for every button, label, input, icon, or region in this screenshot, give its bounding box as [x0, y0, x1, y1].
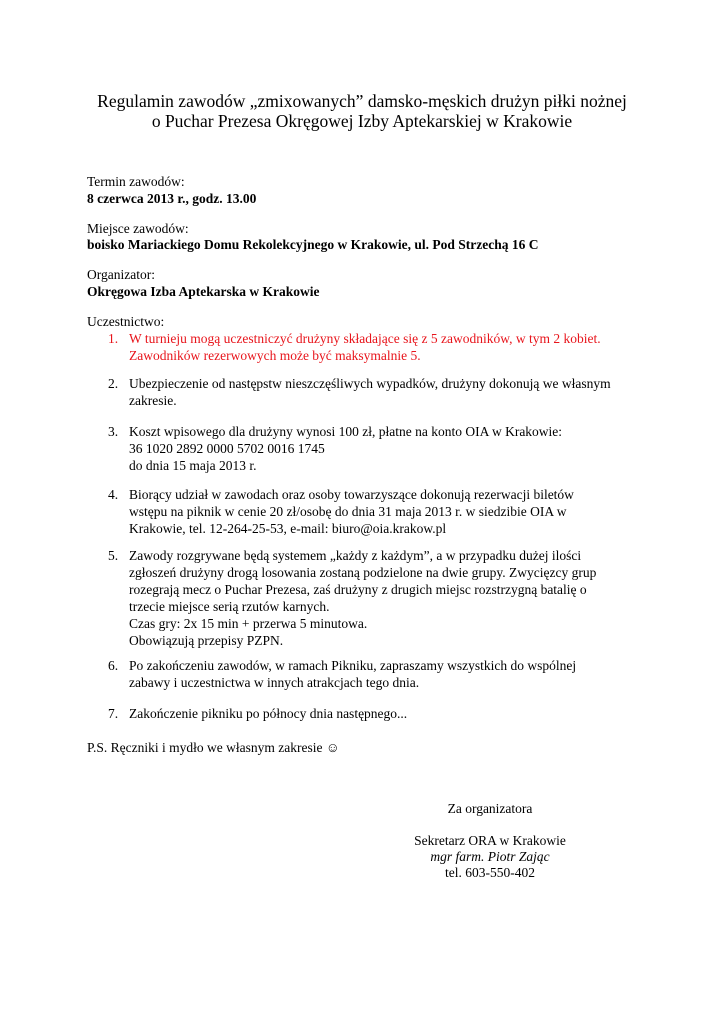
termin-value: 8 czerwca 2013 r., godz. 13.00	[87, 191, 257, 206]
list-item-line: Krakowie, tel. 12-264-25-53, e-mail: biuro@oia.krakow.pl	[129, 521, 447, 536]
list-item-line: Obowiązują przepisy PZPN.	[129, 633, 284, 648]
list-item-line: Zakończenie pikniku po północy dnia następnego...	[129, 706, 408, 721]
list-item-line: W turnieju mogą uczestniczyć drużyny składające się z 5 zawodników, w tym 2 kobiet.	[129, 331, 601, 346]
list-item-number: 7.	[108, 706, 119, 721]
list-item-number: 4.	[108, 487, 119, 502]
list-item-number: 2.	[108, 376, 119, 391]
signature-phone: tel. 603-550-402	[445, 865, 535, 880]
miejsce-value: boisko Mariackiego Domu Rekolekcyjnego w Krakowie, ul. Pod Strzechą 16 C	[87, 237, 539, 252]
document-title-line-1: Regulamin zawodów „zmixowanych” damsko-męskich drużyn piłki nożnej	[97, 91, 627, 111]
list-item-line: zabawy i uczestnictwa w innych atrakcjach tego dnia.	[129, 675, 420, 690]
list-item-line: zakresie.	[129, 393, 177, 408]
signature-name: mgr farm. Piotr Zając	[430, 849, 550, 864]
organizator-label: Organizator:	[87, 267, 155, 282]
list-item-number: 1.	[108, 331, 119, 346]
miejsce-label: Miejsce zawodów:	[87, 221, 189, 236]
signature-role: Sekretarz ORA w Krakowie	[414, 833, 566, 848]
organizator-value: Okręgowa Izba Aptekarska w Krakowie	[87, 284, 320, 299]
document-title-line-2: o Puchar Prezesa Okręgowej Izby Aptekarskiej w Krakowie	[151, 111, 573, 131]
list-item-line: Biorący udział w zawodach oraz osoby towarzyszące dokonują rezerwacji biletów	[129, 487, 574, 502]
list-item-line: Zawodników rezerwowych może być maksymalnie 5.	[129, 348, 421, 363]
list-item-line: rozegrają mecz o Puchar Prezesa, zaś drużyny z drugich miejsc rozstrzygną batalię o	[129, 582, 587, 597]
signature-za-organizatora: Za organizatora	[447, 801, 533, 816]
list-item-line: 36 1020 2892 0000 5702 0016 1745	[129, 441, 325, 456]
list-item-line: zgłoszeń drużyny drogą losowania zostaną podzielone na dwie grupy. Zwycięzcy grup	[129, 565, 597, 580]
list-item-line: Czas gry: 2x 15 min + przerwa 5 minutowa.	[129, 616, 368, 631]
list-item-number: 5.	[108, 548, 119, 563]
list-item-number: 6.	[108, 658, 119, 673]
uczestnictwo-label: Uczestnictwo:	[87, 314, 165, 329]
termin-label: Termin zawodów:	[87, 174, 185, 189]
list-item-line: do dnia 15 maja 2013 r.	[129, 458, 257, 473]
list-item-line: Ubezpieczenie od następstw nieszczęśliwych wypadków, drużyny dokonują we własnym	[129, 376, 611, 391]
postscript: P.S. Ręczniki i mydło we własnym zakresie ☺	[87, 740, 340, 755]
list-item-line: Koszt wpisowego dla drużyny wynosi 100 zł, płatne na konto OIA w Krakowie:	[129, 424, 563, 439]
list-item-line: Zawody rozgrywane będą systemem „każdy z każdym”, a w przypadku dużej ilości	[129, 548, 582, 563]
list-item-number: 3.	[108, 424, 119, 439]
list-item-line: Po zakończeniu zawodów, w ramach Pikniku, zapraszamy wszystkich do wspólnej	[129, 658, 577, 673]
list-item-line: wstępu na piknik w cenie 20 zł/osobę do dnia 31 maja 2013 r. w siedzibie OIA w	[129, 504, 567, 519]
list-item-line: trzecie miejsce serią rzutów karnych.	[129, 599, 330, 614]
